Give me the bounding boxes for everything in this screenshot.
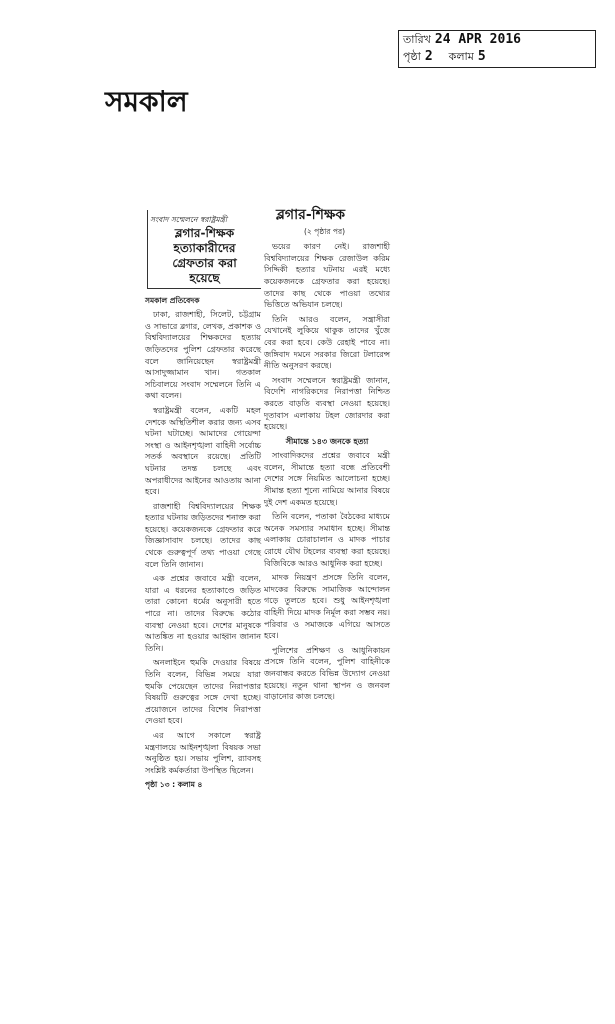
stamp-column-label: কলাম: [448, 50, 474, 63]
article-paragraph: রাজশাহী বিশ্ববিদ্যালয়ের শিক্ষক হত্যার ঘটনায় জড়িতদের শনাক্ত করা হয়েছে। কয়েকজনকে গ্রেফতার করে জিজ্ঞাসাবাদ চলছে। তাদের কাছ থেকে গুরুত্বপূর্ণ তথ্য পাওয়া গেছে বলে তিনি জানান।: [145, 501, 261, 569]
article-paragraph: ঢাকা, রাজশাহী, সিলেট, চট্টগ্রাম ও সাভারে ব্লগার, লেখক, প্রকাশক ও বিশ্ববিদ্যালয়ের শিক্ষকদের হত্যায় জড়িতদের পুলিশ গ্রেফতার করেছে বলে জানিয়েছেন স্বরাষ্ট্রমন্ত্রী আসাদুজ্জামান খান। গতকাল সচিবালয়ে সংবাদ সম্মেলনে তিনি এ কথা বলেন।: [145, 310, 261, 401]
article-paragraph: পুলিশের প্রশিক্ষণ ও আধুনিকায়ন প্রসঙ্গে তিনি বলেন, পুলিশ বাহিনীকে জনবান্ধব করতে বিভিন্ন উদ্যোগ নেওয়া হয়েছে। নতুন থানা স্থাপন ও জনবল বাড়ানোর কাজ চলছে।: [264, 645, 390, 702]
archive-stamp: [398, 30, 596, 68]
headline-line-1: ব্লগার-শিক্ষক: [174, 225, 235, 240]
article-paragraph: এর আগে সকালে স্বরাষ্ট্র মন্ত্রণালয়ে আইনশৃঙ্খলা বিষয়ক সভা অনুষ্ঠিত হয়। সভায় পুলিশ, র‍্যাবসহ সংশ্লিষ্ট কর্মকর্তারা উপস্থিত ছিলেন।: [145, 730, 261, 775]
article-paragraph: সাংবাদিকদের প্রশ্নের জবাবে মন্ত্রী বলেন, সীমান্তে হত্যা বন্ধে প্রতিবেশী দেশের সঙ্গে নিয়মিত আলোচনা হচ্ছে। সীমান্ত হত্যা শূন্যে নামিয়ে আনার বিষয়ে দুই দেশ একমত হয়েছে।: [264, 451, 390, 507]
headline-line-4: হয়েছে: [189, 270, 220, 285]
headline-kicker: সংবাদ সম্মেলনে স্বরাষ্ট্রমন্ত্রী: [150, 215, 228, 224]
stamp-date-value: 24 APR 2016: [434, 32, 521, 47]
article-paragraph: ভয়ের কারণ নেই। রাজশাহী বিশ্ববিদ্যালয়ের শিক্ষক রেজাউল করিম সিদ্দিকী হত্যার ঘটনায় এরই মধ্যে কয়েকজনকে গ্রেফতার করা হয়েছে। তাদের কাছ থেকে পাওয়া তথ্যের ভিত্তিতে অভিযান চলছে।: [264, 242, 390, 310]
continued-from-label: (২ পৃষ্ঠার পর): [304, 226, 345, 236]
article-subhead: সীমান্তে ১৪৩ জনকে হত্যা: [285, 436, 369, 446]
article-right-column: [264, 207, 390, 760]
headline-line-3: গ্রেফতার করা: [172, 255, 237, 270]
headline-line-2: হত্যাকারীদের: [173, 240, 236, 255]
headline-box: [147, 210, 261, 289]
stamp-column-value: 5: [477, 49, 486, 64]
article-paragraph: অনলাইনে হুমকি দেওয়ার বিষয়ে তিনি বলেন, বিভিন্ন সময়ে যারা হুমকি পেয়েছেন তাদের নিরাপত্তার বিষয়টি গুরুত্বের সঙ্গে দেখা হচ্ছে। প্রয়োজনে তাদের বিশেষ নিরাপত্তা দেওয়া হবে।: [145, 658, 261, 726]
article-paragraph: স্বরাষ্ট্রমন্ত্রী বলেন, একটি মহল দেশকে অস্থিতিশীল করার জন্য এসব ঘটনা ঘটাচ্ছে। আমাদের গোয়েন্দা সংস্থা ও আইনশৃঙ্খলা বাহিনী সর্বোচ্চ সতর্ক অবস্থানে রয়েছে। প্রতিটি ঘটনার তদন্ত চলছে এবং অপরাধীদের আইনের আওতায় আনা হবে।: [145, 405, 261, 497]
continuation-headline: ব্লগার-শিক্ষক: [276, 207, 346, 223]
article-paragraph: তিনি আরও বলেন, সন্ত্রাসীরা যেখানেই লুকিয়ে থাকুক তাদের খুঁজে বের করা হবে। কেউ রেহাই পাবে না। জঙ্গিবাদ দমনে সরকার জিরো টলারেন্স নীতি অনুসরণ করছে।: [264, 314, 390, 371]
newspaper-masthead: সমকাল: [105, 85, 188, 118]
stamp-date-row: [399, 31, 595, 48]
article-paragraph: মাদক নিয়ন্ত্রণ প্রসঙ্গে তিনি বলেন, মাদকের বিরুদ্ধে সামাজিক আন্দোলন গড়ে তুলতে হবে। শুধু আইনশৃঙ্খলা বাহিনী দিয়ে মাদক নির্মূল করা সম্ভব নয়। পরিবার ও সমাজকে এগিয়ে আসতে হবে।: [264, 573, 390, 641]
article-paragraph: এক প্রশ্নের জবাবে মন্ত্রী বলেন, যারা এ ধরনের হত্যাকাণ্ডে জড়িত তারা কোনো ধর্মের অনুসারী হতে পারে না। তাদের বিরুদ্ধে কঠোর ব্যবস্থা নেওয়া হবে। দেশের মানুষকে আতঙ্কিত না হওয়ার আহ্বান জানান তিনি।: [145, 574, 261, 653]
stamp-page-value: 2: [424, 49, 433, 64]
article-jump-line: পৃষ্ঠা ১৩ : কলাম ৪: [145, 780, 203, 790]
article-byline: সমকাল প্রতিবেদক: [145, 295, 200, 305]
stamp-date-label: তারিখ: [403, 33, 431, 46]
stamp-page-row: [399, 48, 595, 65]
article-paragraph: সংবাদ সম্মেলনে স্বরাষ্ট্রমন্ত্রী জানান, বিদেশি নাগরিকদের নিরাপত্তা নিশ্চিত করতে বাড়তি ব্যবস্থা নেওয়া হয়েছে। দূতাবাস এলাকায় টহল জোরদার করা হয়েছে।: [264, 375, 390, 432]
article-paragraph: তিনি বলেন, পতাকা বৈঠকের মাধ্যমে অনেক সমস্যার সমাধান হচ্ছে। সীমান্ত এলাকায় চোরাচালান ও মাদক পাচার রোধে যৌথ টহলের ব্যবস্থা করা হয়েছে। বিজিবিকে আরও আধুনিক করা হচ্ছে।: [264, 512, 390, 568]
stamp-page-label: পৃষ্ঠা: [403, 50, 421, 63]
article-left-column: [145, 210, 261, 790]
